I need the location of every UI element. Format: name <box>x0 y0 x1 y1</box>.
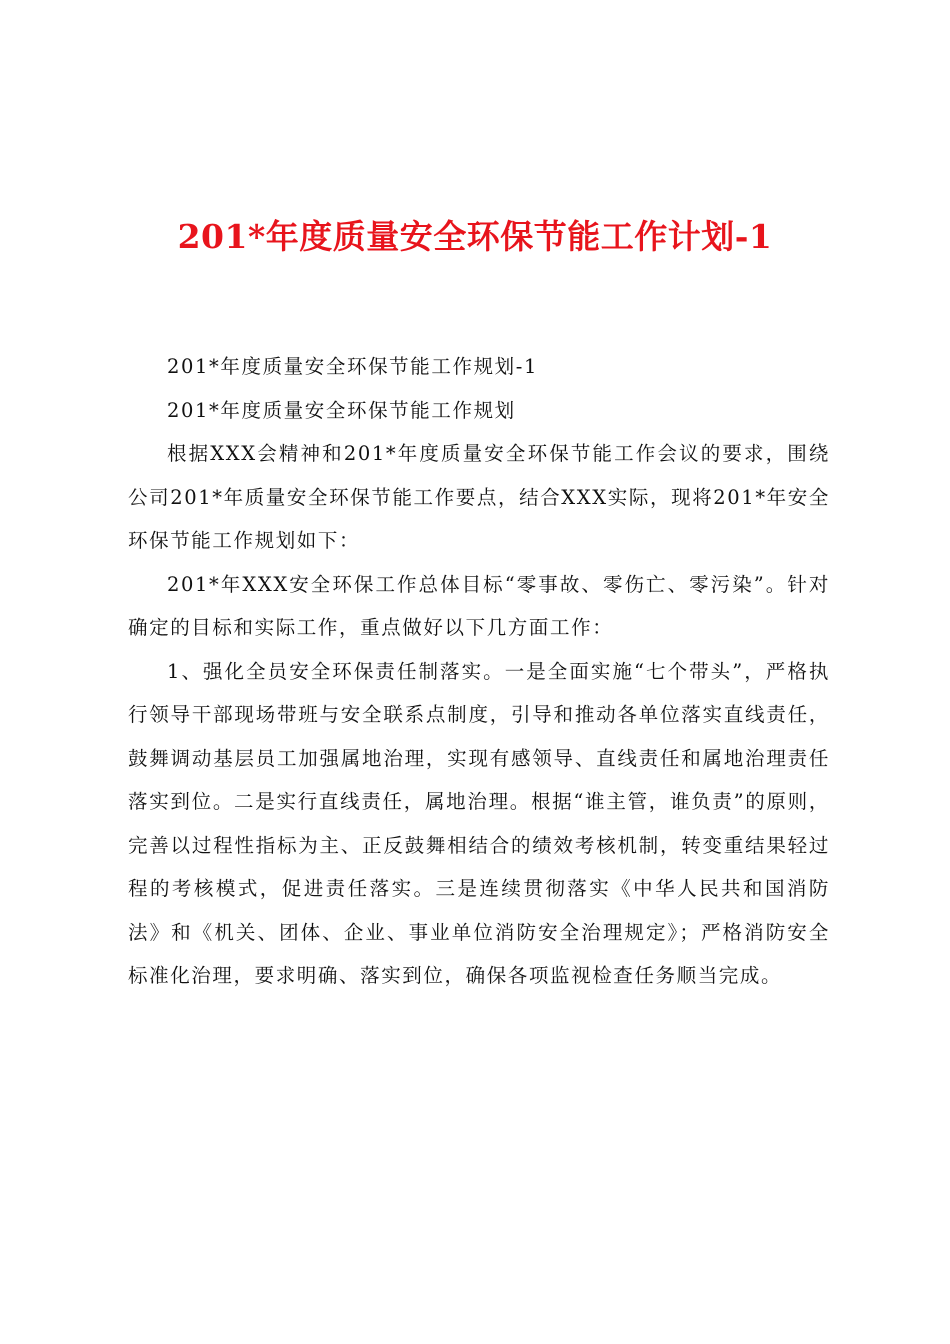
paragraph-3: 根据XXX会精神和201*年度质量安全环保节能工作会议的要求，围绕公司201*年质量安全环保节能工作要点，结合XXX实际，现将201*年安全环保节能工作规划如下： <box>128 442 830 552</box>
document-title: 201*年度质量安全环保节能工作计划-1 <box>177 217 773 256</box>
paragraph-1: 201*年度质量安全环保节能工作规划-1 <box>167 355 538 378</box>
paragraph-5: 1、强化全员安全环保责任制落实。一是全面实施“七个带头”，严格执行领导干部现场带班与安全联系点制度，引导和推动各单位落实直线责任，鼓舞调动基层员工加强属地治理，实现有感领导、直线责任和属地治理责任落实到位。二是实行直线责任，属地治理。根据“谁主管，谁负责”的原则，完善以过程性指标为主、正反鼓舞相结合的绩效考核机制，转变重结果轻过程的考核模式，促进责任落实。三是连续贯彻落实《中华人民共和国消防法》和《机关、团体、企业、事业单位消防安全治理规定》；严格消防安全标准化治理，要求明确、落实到位，确保各项监视检查任务顺当完成。 <box>128 659 830 987</box>
paragraph-4: 201*年XXX安全环保工作总体目标“零事故、零伤亡、零污染”。针对确定的目标和实际工作，重点做好以下几方面工作： <box>128 572 830 639</box>
paragraph-2: 201*年度质量安全环保节能工作规划 <box>167 398 516 422</box>
document-body <box>128 345 830 998</box>
